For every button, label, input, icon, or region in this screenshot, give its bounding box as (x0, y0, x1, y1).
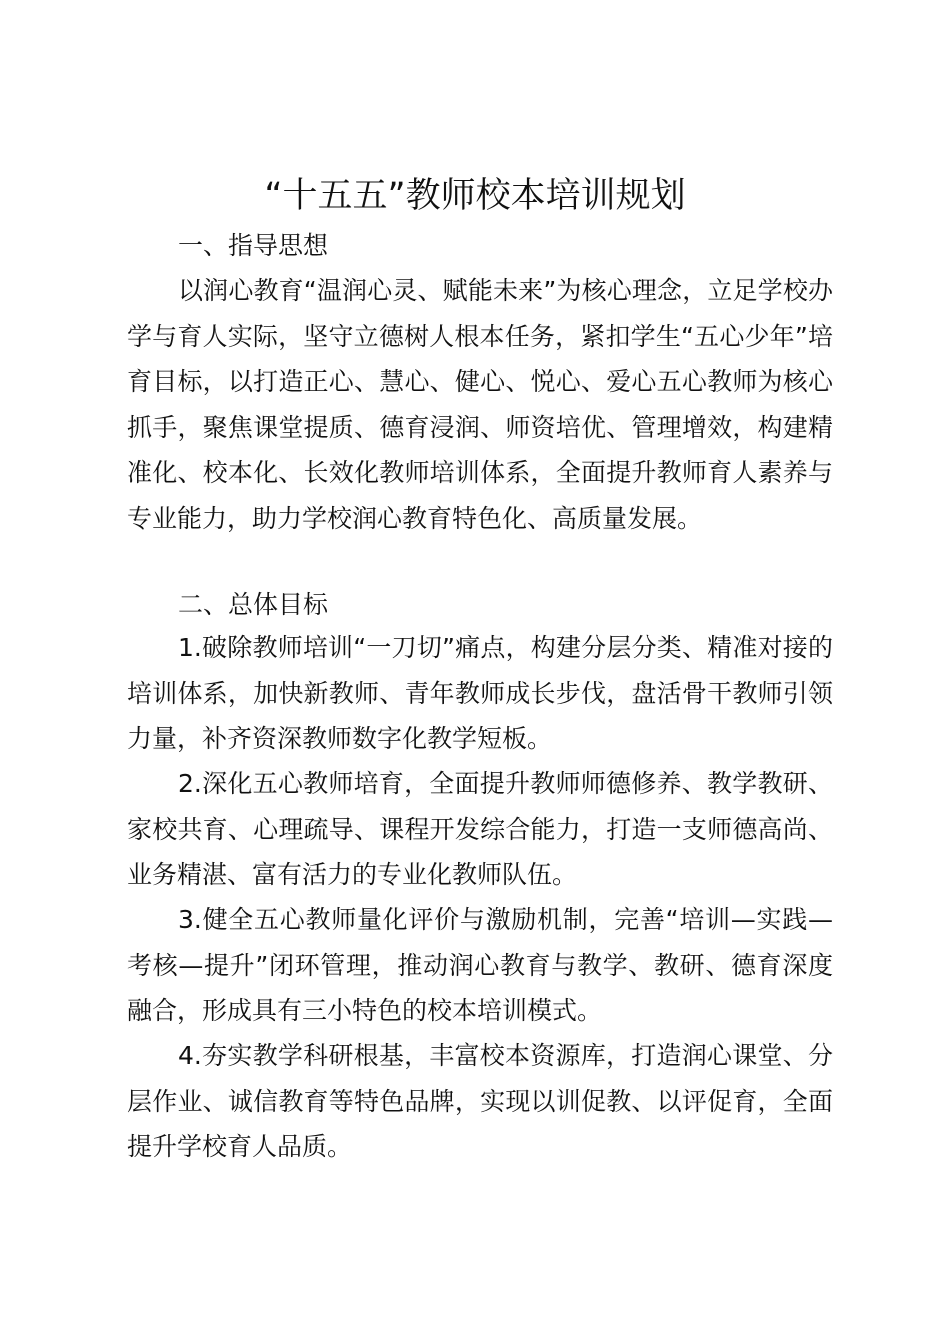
goal-paragraph-3: 3.健全五心教师量化评价与激励机制，完善“培训—实践—考核—提升”闭环管理，推动润心教育与教学、教研、德育深度融合，形成具有三小特色的校本培训模式。 (127, 905, 833, 1025)
section-heading-guiding-ideology: 一、指导思想 (178, 231, 329, 260)
guiding-ideology-paragraph: 以润心教育“温润心灵、赋能未来”为核心理念，立足学校办学与育人实际，坚守立德树人根本任务，紧扣学生“五心少年”培育目标，以打造正心、慧心、健心、悦心、爱心五心教师为核心抓手，聚焦课堂提质、德育浸润、师资培优、管理增效，构建精准化、校本化、长效化教师培训体系，全面提升教师育人素养与专业能力，助力学校润心教育特色化、高质量发展。 (127, 276, 833, 533)
section-heading-overall-goals: 二、总体目标 (178, 590, 329, 619)
document-title: “十五五”教师校本培训规划 (264, 176, 686, 216)
goal-paragraph-4: 4.夯实教学科研根基，丰富校本资源库，打造润心课堂、分层作业、诚信教育等特色品牌，实现以训促教、以评促育，全面提升学校育人品质。 (127, 1041, 833, 1161)
goal-paragraph-2: 2.深化五心教师培育，全面提升教师师德修养、教学教研、家校共育、心理疏导、课程开发综合能力，打造一支师德高尚、业务精湛、富有活力的专业化教师队伍。 (127, 769, 833, 889)
goal-paragraph-1: 1.破除教师培训“一刀切”痛点，构建分层分类、精准对接的培训体系，加快新教师、青年教师成长步伐，盘活骨干教师引领力量，补齐资深教师数字化教学短板。 (127, 633, 833, 753)
